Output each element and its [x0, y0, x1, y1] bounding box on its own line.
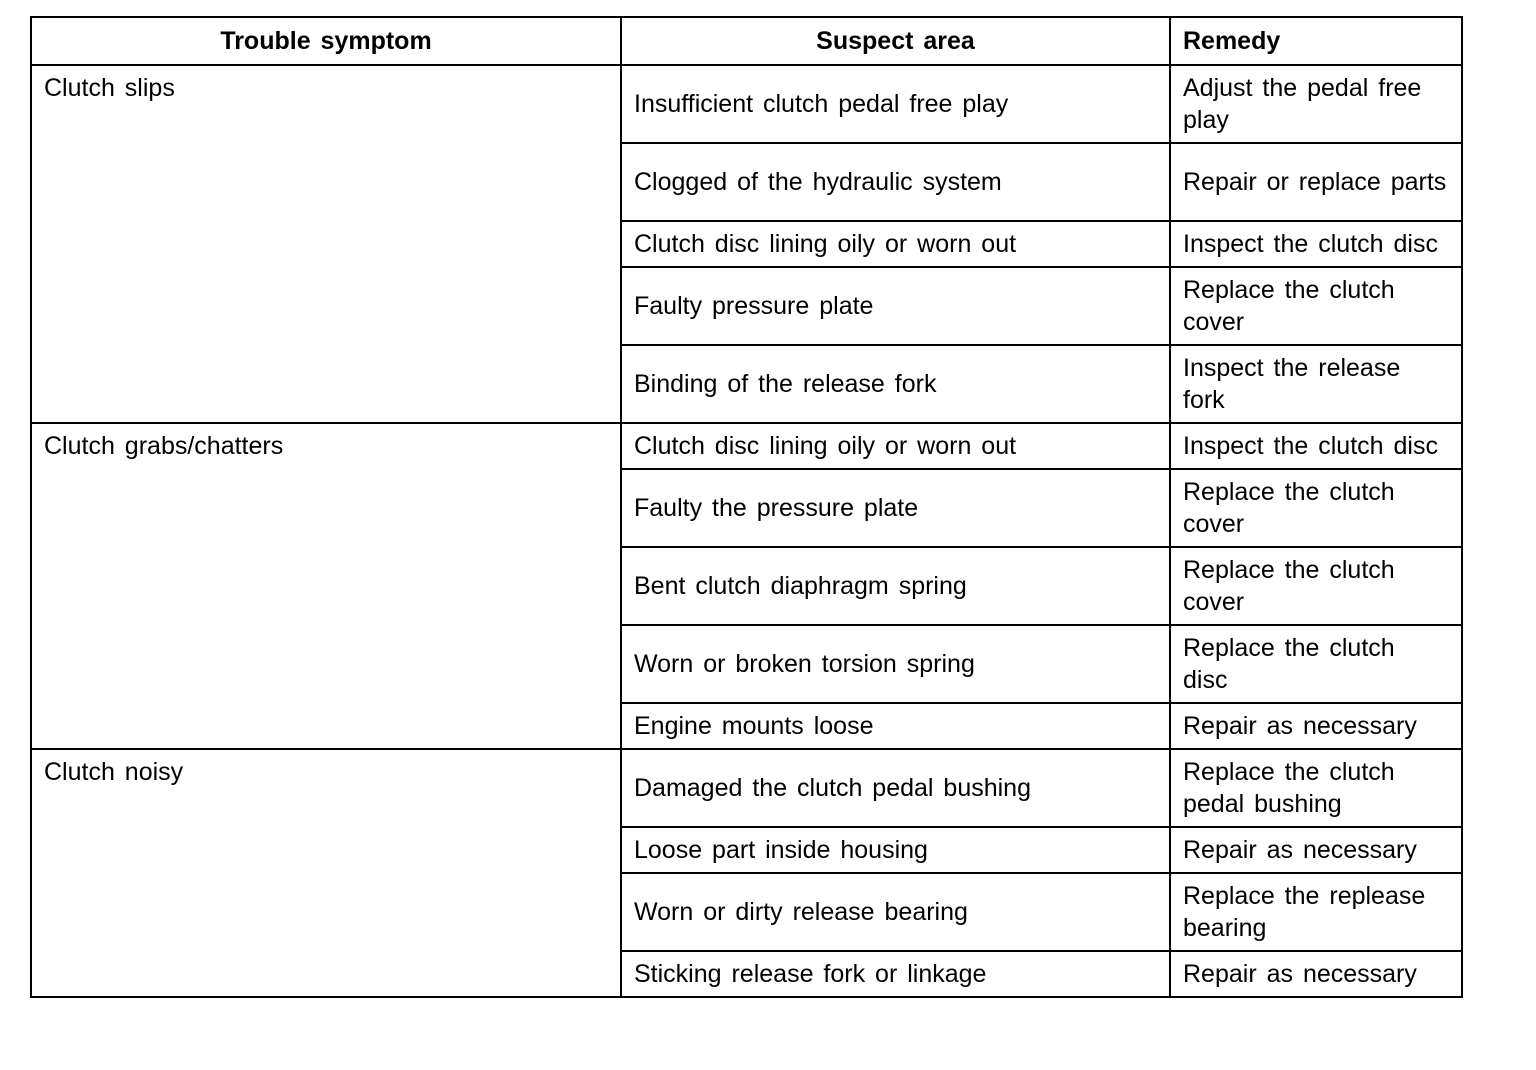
table-row	[31, 65, 1462, 143]
symptom-clutch-slips: Clutch slips	[31, 65, 621, 423]
remedy-cell: Inspect the clutch disc	[1170, 423, 1462, 469]
remedy-cell: Replace the clutch cover	[1170, 267, 1462, 345]
suspect-cell: Insufficient clutch pedal free play	[621, 65, 1170, 143]
remedy-cell: Replace the clutch disc	[1170, 625, 1462, 703]
suspect-cell: Clutch disc lining oily or worn out	[621, 423, 1170, 469]
remedy-cell: Repair as necessary	[1170, 827, 1462, 873]
remedy-cell: Replace the clutch pedal bushing	[1170, 749, 1462, 827]
header-row	[31, 17, 1462, 65]
header-remedy: Remedy	[1170, 17, 1462, 65]
symptom-clutch-noisy: Clutch noisy	[31, 749, 621, 997]
remedy-cell: Adjust the pedal free play	[1170, 65, 1462, 143]
header-suspect-area: Suspect area	[621, 17, 1170, 65]
suspect-cell: Clutch disc lining oily or worn out	[621, 221, 1170, 267]
suspect-cell: Clogged of the hydraulic system	[621, 143, 1170, 221]
suspect-cell: Damaged the clutch pedal bushing	[621, 749, 1170, 827]
remedy-cell: Replace the clutch cover	[1170, 469, 1462, 547]
suspect-cell: Worn or dirty release bearing	[621, 873, 1170, 951]
suspect-cell: Worn or broken torsion spring	[621, 625, 1170, 703]
trouble-shooting-table	[30, 16, 1463, 998]
remedy-cell: Inspect the release fork	[1170, 345, 1462, 423]
table-row	[31, 749, 1462, 827]
header-trouble-symptom: Trouble symptom	[31, 17, 621, 65]
suspect-cell: Faulty the pressure plate	[621, 469, 1170, 547]
suspect-cell: Loose part inside housing	[621, 827, 1170, 873]
symptom-clutch-grabs-chatters: Clutch grabs/chatters	[31, 423, 621, 749]
remedy-cell: Replace the clutch cover	[1170, 547, 1462, 625]
suspect-cell: Sticking release fork or linkage	[621, 951, 1170, 997]
remedy-cell: Repair as necessary	[1170, 951, 1462, 997]
suspect-cell: Engine mounts loose	[621, 703, 1170, 749]
suspect-cell: Bent clutch diaphragm spring	[621, 547, 1170, 625]
remedy-cell: Repair or replace parts	[1170, 143, 1462, 221]
remedy-cell: Replace the replease bearing	[1170, 873, 1462, 951]
remedy-cell: Repair as necessary	[1170, 703, 1462, 749]
suspect-cell: Faulty pressure plate	[621, 267, 1170, 345]
remedy-cell: Inspect the clutch disc	[1170, 221, 1462, 267]
table-row	[31, 423, 1462, 469]
suspect-cell: Binding of the release fork	[621, 345, 1170, 423]
